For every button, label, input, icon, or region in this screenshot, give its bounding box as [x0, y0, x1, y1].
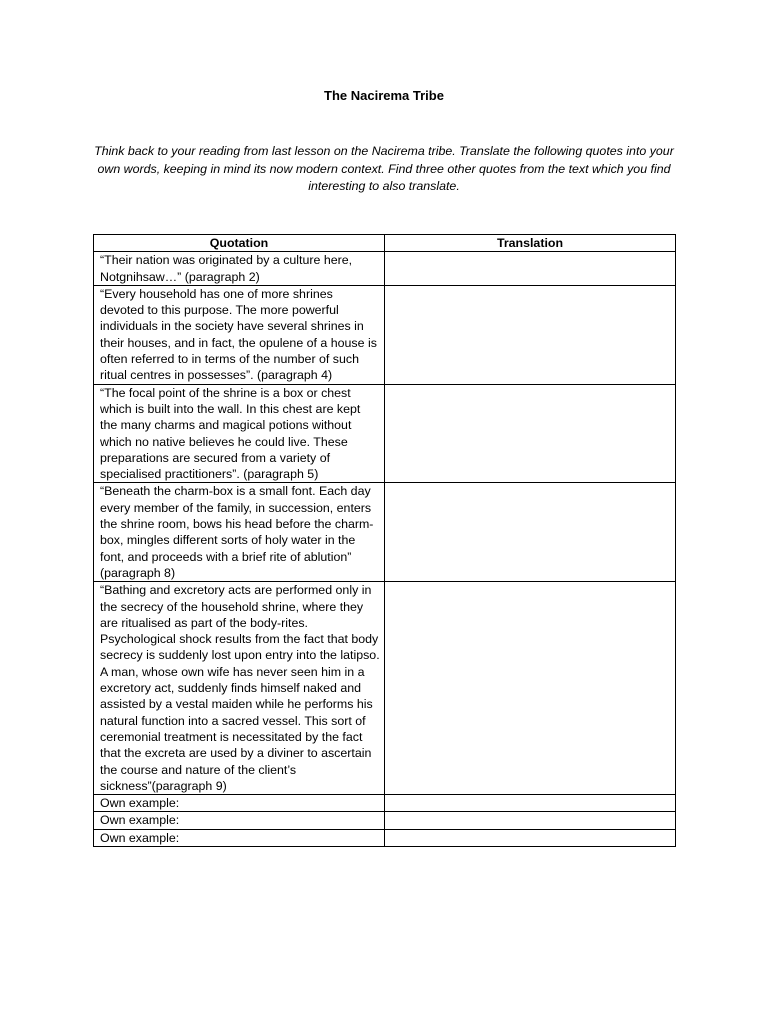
header-translation: Translation — [385, 235, 676, 252]
table-row — [94, 384, 676, 483]
table-row — [94, 285, 676, 384]
table-row-own-example — [94, 812, 676, 829]
translation-cell[interactable] — [385, 285, 676, 384]
translation-cell[interactable] — [385, 812, 676, 829]
table-row — [94, 582, 676, 795]
table-row — [94, 483, 676, 582]
quotation-cell: “The focal point of the shrine is a box or chest which is built into the wall. In this chest are kept the many charms and magical potions without which no native believes he could live. These preparations are secured from a variety of specialised practitioners”. (paragraph 5) — [94, 384, 385, 483]
page-title: The Nacirema Tribe — [324, 88, 444, 103]
table-row-own-example — [94, 795, 676, 812]
quotation-cell: “Their nation was originated by a culture here, Notgnihsaw…” (paragraph 2) — [94, 252, 385, 286]
translation-cell[interactable] — [385, 384, 676, 483]
translation-cell[interactable] — [385, 795, 676, 812]
translation-cell[interactable] — [385, 829, 676, 846]
quotation-cell: Own example: — [94, 812, 385, 829]
table-header-row — [94, 235, 676, 252]
quotation-cell: Own example: — [94, 795, 385, 812]
translation-cell[interactable] — [385, 483, 676, 582]
table-row — [94, 252, 676, 286]
quotation-cell: “Every household has one of more shrines devoted to this purpose. The more powerful individuals in the society have several shrines in their houses, and in fact, the opulene of a house is often referred to in terms of the number of such ritual centres in possesses”. (paragraph 4) — [94, 285, 385, 384]
instructions-text: Think back to your reading from last lesson on the Nacirema tribe. Translate the following quotes into your own words, keeping in mind its now modern context. Find three other quotes from the text which you find interesting to also translate. — [94, 144, 674, 194]
translation-cell[interactable] — [385, 582, 676, 795]
translation-cell[interactable] — [385, 252, 676, 286]
quotation-cell: “Bathing and excretory acts are performed only in the secrecy of the household shrine, where they are ritualised as part of the body-rites. Psychological shock results from the fact that body secrecy is suddenly lost upon entry into the latipso. A man, whose own wife has never seen him in a excretory act, suddenly finds himself naked and assisted by a vestal maiden while he performs his natural function into a sacred vessel. This sort of ceremonial treatment is necessitated by the fact that the excreta are used by a diviner to ascertain the course and nature of the client’s sickness”(paragraph 9) — [94, 582, 385, 795]
header-quotation: Quotation — [94, 235, 385, 252]
quotation-cell: “Beneath the charm-box is a small font. Each day every member of the family, in succession, enters the shrine room, bows his head before the charm-box, mingles different sorts of holy water in the font, and proceeds with a brief rite of ablution” (paragraph 8) — [94, 483, 385, 582]
table-row-own-example — [94, 829, 676, 846]
quotation-table — [93, 234, 676, 847]
quotation-cell: Own example: — [94, 829, 385, 846]
